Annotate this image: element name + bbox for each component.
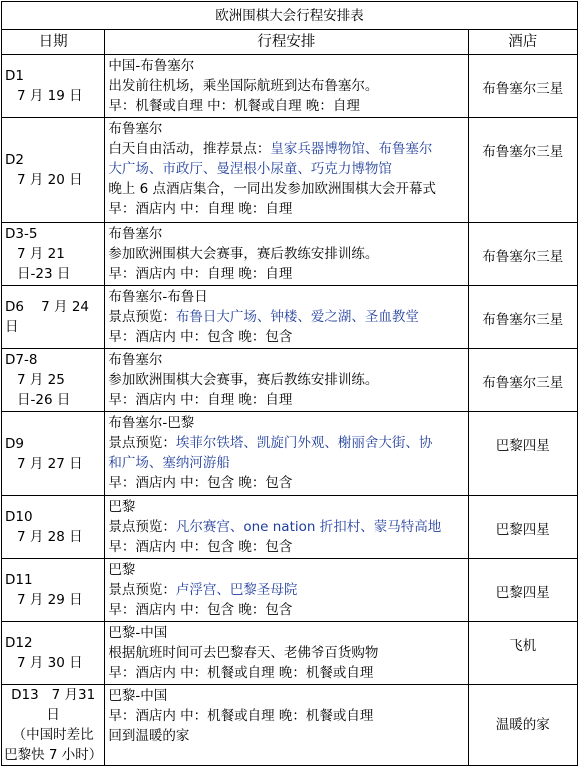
meals: 早：酒店内 中：包含 晚：包含 — [108, 475, 293, 491]
route: 布鲁塞尔 — [108, 226, 163, 242]
table-row — [2, 118, 578, 223]
sights-list: 埃菲尔铁塔、凯旋门外观、榭丽舍大街、协 — [175, 435, 433, 451]
plan-detail: 根据航班时间可去巴黎春天、老佛爷百货购物 — [108, 645, 379, 661]
date-note: （中国时差比 — [12, 727, 94, 743]
date-label: 7 月 28 日 — [17, 529, 83, 545]
date-cell — [2, 622, 105, 685]
hotel-cell: 巴黎四星 — [468, 412, 578, 496]
header-hotel: 酒店 — [468, 30, 578, 55]
meals: 早：酒店内 中：机餐或自理 晚：机餐或自理 — [108, 708, 374, 724]
date-cell — [2, 685, 105, 766]
day-label: D12 — [5, 635, 33, 651]
meals: 早：酒店内 中：包含 晚：包含 — [108, 329, 293, 345]
route: 布鲁塞尔-巴黎 — [108, 415, 195, 431]
date-cell — [2, 223, 105, 286]
day-label: D9 — [5, 435, 24, 452]
sights-list: 皇家兵器博物馆、布鲁塞尔 — [270, 141, 433, 157]
hotel-cell: 巴黎四星 — [468, 496, 578, 559]
date-cell — [2, 118, 105, 223]
itinerary-table — [1, 1, 578, 766]
meals: 早：酒店内 中：自理 晚：自理 — [108, 392, 293, 408]
plan-cell — [105, 55, 468, 118]
date-cell — [2, 559, 105, 622]
table-row — [2, 223, 578, 286]
table-row — [2, 559, 578, 622]
day-label: D6 — [5, 299, 24, 315]
meals: 早：酒店内 中：自理 晚：自理 — [108, 266, 293, 282]
plan-detail: 参加欧洲围棋大会赛事，赛后教练安排训练。 — [108, 372, 379, 388]
sights-prefix: 景点预览： — [108, 582, 176, 598]
sights-prefix: 景点预览： — [108, 309, 176, 325]
day-label: D11 — [5, 572, 33, 588]
table-title: 欧洲围棋大会行程安排表 — [2, 2, 578, 30]
date-cell — [2, 286, 105, 349]
table-row — [2, 622, 578, 685]
sights-line — [108, 517, 464, 537]
hotel-cell: 巴黎四星 — [468, 559, 578, 622]
hotel-cell: 温暖的家 — [468, 685, 578, 766]
table-row — [2, 55, 578, 118]
date-label: 7 月31 日 — [46, 687, 96, 723]
header-date: 日期 — [2, 30, 105, 55]
sights-list: 布鲁日大广场、钟楼、爱之湖、圣血教堂 — [175, 309, 419, 325]
plan-detail: 出发前往机场，乘坐国际航班到达布鲁塞尔。 — [108, 78, 379, 94]
table-row — [2, 286, 578, 349]
day-label: D2 — [5, 152, 24, 168]
table-row — [2, 349, 578, 412]
route: 布鲁塞尔 — [108, 352, 163, 368]
table-row — [2, 496, 578, 559]
date-cell — [2, 412, 105, 496]
date-label: 7 月 21 日-23 日 — [17, 246, 71, 282]
plan-detail: 晚上 6 点酒店集合，一同出发参加欧洲围棋大会开幕式 — [108, 181, 436, 197]
date-label: 7 月 19 日 — [17, 88, 83, 104]
sights-prefix: 景点预览： — [108, 435, 176, 451]
plan-cell — [105, 286, 468, 349]
hotel-cell: 飞机 — [468, 622, 578, 685]
route: 中国-布鲁塞尔 — [108, 58, 195, 74]
meals: 早：酒店内 中：包含 晚：包含 — [108, 602, 293, 618]
plan-detail: 参加欧洲围棋大会赛事，赛后教练安排训练。 — [108, 246, 379, 262]
table-title-row — [2, 2, 578, 30]
table-header-row — [2, 30, 578, 55]
route: 巴黎 — [108, 499, 136, 515]
sights-line — [108, 433, 464, 453]
sights-list-cont: 和广场、塞纳河游船 — [108, 455, 230, 471]
plan-cell — [105, 223, 468, 286]
plan-cell — [105, 559, 468, 622]
day-label: D7-8 — [5, 352, 38, 368]
day-label: D3-5 — [5, 226, 38, 242]
hotel-cell: 布鲁塞尔三星 — [468, 118, 578, 223]
sights-line — [108, 307, 464, 327]
plan-cell — [105, 349, 468, 412]
plan-cell — [105, 622, 468, 685]
route: 巴黎-中国 — [108, 625, 168, 641]
table-row — [2, 412, 578, 496]
meals: 早：酒店内 中：机餐或自理 晚：机餐或自理 — [108, 665, 374, 681]
plan-cell — [105, 496, 468, 559]
meals: 早：机餐或自理 中：机餐或自理 晚：自理 — [108, 98, 360, 114]
hotel-cell: 布鲁塞尔三星 — [468, 55, 578, 118]
header-plan: 行程安排 — [105, 30, 468, 55]
sights-prefix: 景点预览： — [108, 519, 176, 535]
date-cell — [2, 496, 105, 559]
sights-list: 凡尔赛宫、one nation 折扣村、蒙马特高地 — [175, 519, 442, 535]
hotel-cell: 布鲁塞尔三星 — [468, 286, 578, 349]
plan-cell — [105, 412, 468, 496]
route: 布鲁塞尔-布鲁日 — [108, 289, 208, 305]
meals: 早：酒店内 中：包含 晚：包含 — [108, 539, 293, 555]
date-label: 7 月 27 日 — [17, 455, 83, 472]
date-label: 7 月 30 日 — [17, 655, 83, 671]
sights-line — [108, 139, 464, 159]
meals: 早：酒店内 中：自理 晚：自理 — [108, 201, 293, 217]
route: 巴黎-中国 — [108, 688, 168, 704]
date-label: 7 月 29 日 — [17, 592, 83, 608]
day-label: D10 — [5, 509, 33, 525]
day-label: D1 — [5, 68, 24, 84]
route: 巴黎 — [108, 562, 136, 578]
date-cell — [2, 349, 105, 412]
hotel-cell: 布鲁塞尔三星 — [468, 349, 578, 412]
table-row — [2, 685, 578, 766]
sights-prefix: 白天自由活动，推荐景点： — [108, 141, 271, 157]
date-label: 7 月 24 日 — [5, 299, 90, 335]
sights-line — [108, 580, 464, 600]
date-label: 7 月 20 日 — [17, 172, 83, 188]
date-label: 7 月 25 日-26 日 — [17, 372, 71, 408]
plan-cell — [105, 118, 468, 223]
day-label: D13 — [11, 687, 39, 703]
route: 布鲁塞尔 — [108, 121, 163, 137]
plan-cell — [105, 685, 468, 766]
plan-detail: 回到温暖的家 — [108, 728, 190, 744]
date-cell — [2, 55, 105, 118]
date-note-cont: 巴黎快 7 小时） — [4, 747, 103, 763]
sights-list: 卢浮宫、巴黎圣母院 — [175, 582, 298, 598]
hotel-cell: 布鲁塞尔三星 — [468, 223, 578, 286]
sights-list-cont: 大广场、市政厅、曼涅根小尿童、巧克力博物馆 — [108, 161, 392, 177]
